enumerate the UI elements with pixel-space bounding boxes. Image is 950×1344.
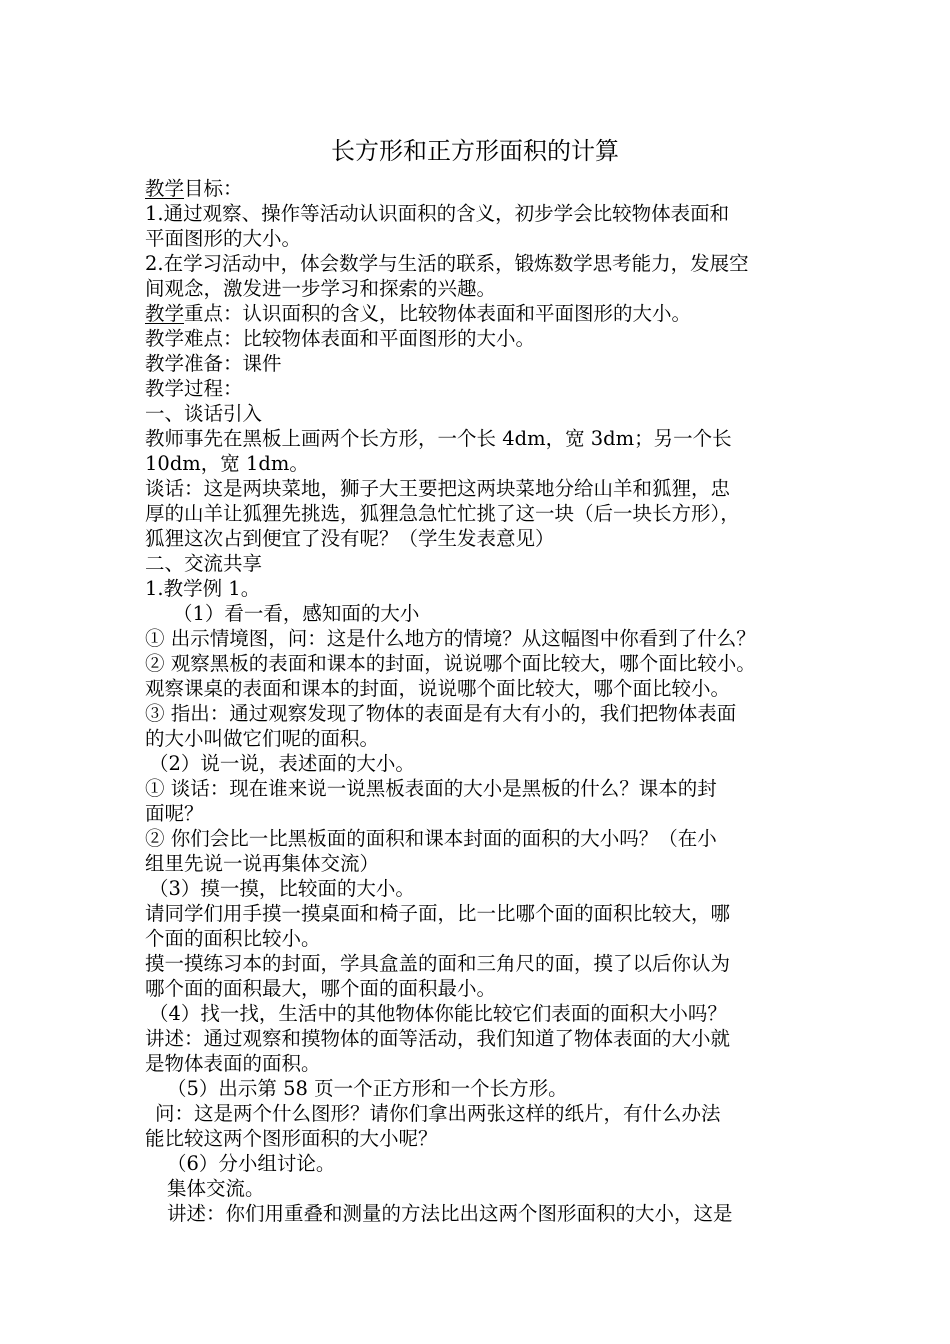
underlined-term: 教学 [145, 302, 185, 325]
text-line: （6）分小组讨论。 [167, 1152, 336, 1175]
text-line: 2.在学习活动中，体会数学与生活的联系，锻炼数学思考能力，发展空 [145, 252, 749, 275]
text-line: 请同学们用手摸一摸桌面和椅子面，比一比哪个面的面积比较大，哪 [145, 902, 731, 925]
text-line: ① 出示情境图，问：这是什么地方的情境？从这幅图中你看到了什么？ [145, 627, 756, 650]
text-line: 面呢？ [145, 802, 204, 825]
text-line: 讲述：你们用重叠和测量的方法比出这两个图形面积的大小，这是 [167, 1202, 733, 1225]
text-line: 个面的面积比较小。 [145, 927, 321, 950]
text-line: （2）说一说，表述面的大小。 [149, 752, 415, 775]
text-line: 1.教学例 1。 [145, 577, 261, 600]
underlined-term: 教学 [145, 177, 185, 200]
text-line: 厚的山羊让狐狸先挑选，狐狸急急忙忙挑了这一块（后一块长方形）， [145, 502, 740, 525]
text-line: 教师事先在黑板上画两个长方形，一个长 4dm，宽 3dm；另一个长 [145, 427, 732, 450]
text-line: ② 观察黑板的表面和课本的封面，说说哪个面比较大，哪个面比较小。 [145, 652, 756, 675]
text-line: 狐狸这次占到便宜了没有呢？（学生发表意见） [145, 527, 555, 550]
text-line: 教学难点：比较物体表面和平面图形的大小。 [145, 327, 536, 350]
text-line: 组里先说一说再集体交流） [145, 852, 380, 875]
text-line: 哪个面的面积最大，哪个面的面积最小。 [145, 977, 497, 1000]
text-line: 谈话：这是两块菜地，狮子大王要把这两块菜地分给山羊和狐狸，忠 [145, 477, 731, 500]
text-line: ③ 指出：通过观察发现了物体的表面是有大有小的，我们把物体表面 [145, 702, 737, 725]
text-line: （5）出示第 58 页一个正方形和一个长方形。 [167, 1077, 568, 1100]
teaching-goals-heading: 教学目标： [145, 177, 243, 200]
section-heading: 一、谈话引入 [145, 402, 263, 425]
text-line: 间观念，激发进一步学习和探索的兴趣。 [145, 277, 497, 300]
text-line: 能比较这两个图形面积的大小呢？ [145, 1127, 438, 1150]
text-line: 讲述：通过观察和摸物体的面等活动，我们知道了物体表面的大小就 [145, 1027, 731, 1050]
section-heading: 二、交流共享 [145, 552, 263, 575]
text-line: （3）摸一摸，比较面的大小。 [149, 877, 415, 900]
text-line: ② 你们会比一比黑板面的面积和课本封面的面积的大小吗？（在小 [145, 827, 717, 850]
document-title: 长方形和正方形面积的计算 [331, 137, 619, 165]
text-line: 教学过程： [145, 377, 243, 400]
text-line: 摸一摸练习本的封面，学具盒盖的面和三角尺的面，摸了以后你认为 [145, 952, 731, 975]
text-line: 集体交流。 [167, 1177, 265, 1200]
text-line: 观察课桌的表面和课本的封面，说说哪个面比较大，哪个面比较小。 [145, 677, 731, 700]
text-line: （1）看一看，感知面的大小 [173, 602, 420, 625]
text-line: 问：这是两个什么图形？请你们拿出两张这样的纸片，有什么办法 [155, 1102, 721, 1125]
text-line: 10dm，宽 1dm。 [145, 452, 309, 475]
text-line: ① 谈话：现在谁来说一说黑板表面的大小是黑板的什么？课本的封 [145, 777, 717, 800]
text-line: 的大小叫做它们呢的面积。 [145, 727, 380, 750]
text-line: 1.通过观察、操作等活动认识面积的含义，初步学会比较物体表面和 [145, 202, 730, 225]
text-line: 是物体表面的面积。 [145, 1052, 321, 1075]
text-line: 平面图形的大小。 [145, 227, 302, 250]
text-line: （4）找一找，生活中的其他物体你能比较它们表面的面积大小吗？ [149, 1002, 727, 1025]
document-body [145, 176, 813, 1226]
text-line: 教学准备：课件 [145, 352, 282, 375]
teaching-focus-line: 教学重点：认识面积的含义，比较物体表面和平面图形的大小。 [145, 302, 692, 325]
